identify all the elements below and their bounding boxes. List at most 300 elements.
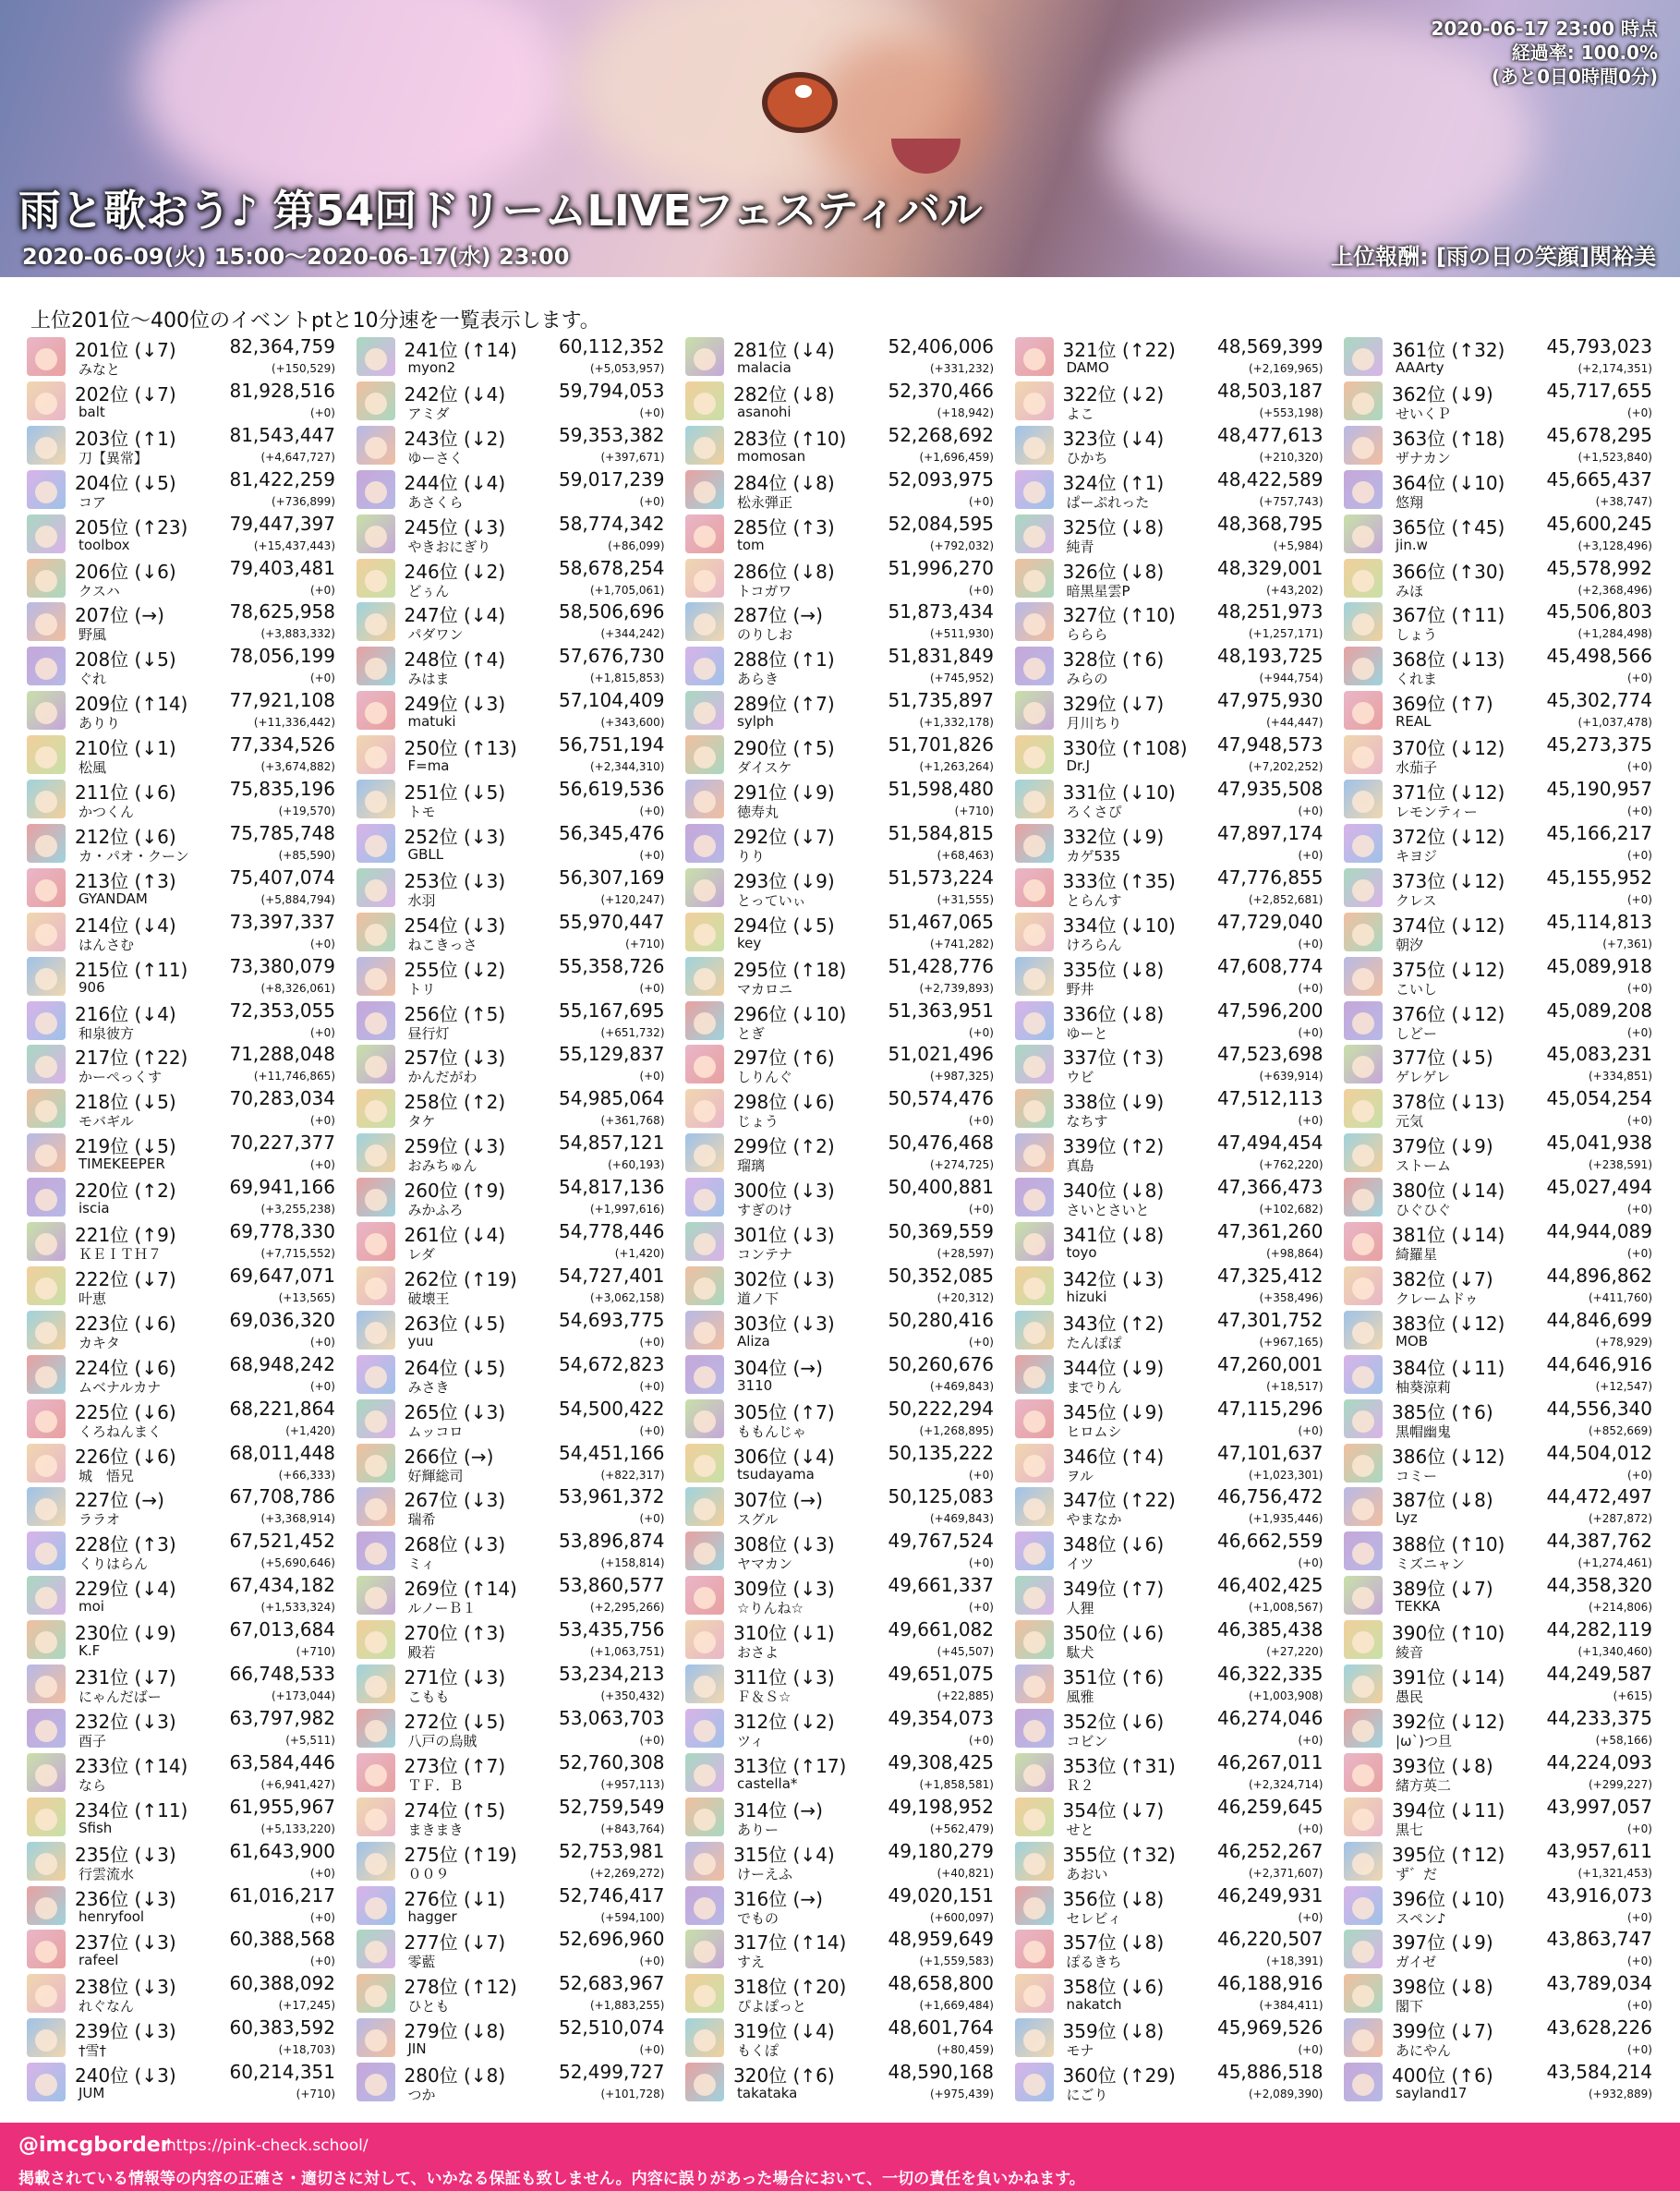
idol-avatar (27, 1886, 66, 1925)
idol-avatar (27, 1001, 66, 1040)
event-points: 47,948,573 (1216, 733, 1323, 757)
idol-avatar (1015, 780, 1054, 818)
producer-name: みらの (1066, 671, 1108, 688)
producer-name: ひぐひぐ (1396, 1202, 1452, 1219)
event-points: 48,601,764 (888, 2016, 994, 2040)
idol-avatar (1015, 647, 1054, 685)
rank-label: 389位 (↓7) (1392, 1578, 1493, 1601)
producer-name: せと (1066, 1821, 1094, 1838)
event-points: 63,584,446 (229, 1750, 335, 1773)
producer-name: sylph (737, 713, 774, 731)
idol-avatar (357, 1709, 395, 1748)
event-points: 44,556,340 (1546, 1397, 1652, 1420)
idol-avatar (1344, 691, 1383, 730)
producer-name: までりん (1066, 1378, 1122, 1396)
event-points: 60,383,592 (229, 2016, 335, 2040)
idol-avatar (27, 1178, 66, 1217)
rank-label: 366位 (↑30) (1392, 560, 1505, 583)
idol-avatar (1344, 824, 1383, 863)
ranking-entry (21, 688, 335, 732)
event-points: 48,193,725 (1216, 645, 1323, 668)
event-points: 47,729,040 (1216, 910, 1323, 933)
event-points: 48,590,168 (888, 2061, 994, 2084)
producer-name: ももんじゃ (737, 1422, 807, 1440)
ranking-entry (1009, 1617, 1323, 1662)
producer-name: 道ノ下 (737, 1289, 780, 1307)
rank-label: 208位 (↓5) (75, 648, 176, 672)
idol-avatar (685, 1531, 724, 1570)
ranking-entry (680, 1839, 994, 1883)
idol-avatar (27, 868, 66, 907)
ranking-entry (1338, 379, 1652, 423)
ranking-entry (351, 1706, 665, 1750)
rank-label: 266位 (→) (404, 1445, 494, 1468)
ten-minute-delta: (+334,851) (1588, 1070, 1652, 1083)
ten-minute-delta: (+238,591) (1588, 1158, 1652, 1172)
event-points: 44,504,012 (1546, 1441, 1652, 1464)
ranking-entry (680, 999, 994, 1043)
idol-avatar (1015, 337, 1054, 376)
idol-avatar (357, 2063, 395, 2101)
idol-avatar (1015, 1045, 1054, 1083)
ten-minute-delta: (+0) (1298, 1910, 1323, 1924)
ranking-entry (1338, 1397, 1652, 1441)
idol-avatar (357, 824, 395, 863)
rank-label: 357位 (↓8) (1062, 1931, 1165, 1955)
idol-avatar (27, 1266, 66, 1305)
producer-name: 純青 (1066, 538, 1094, 555)
ten-minute-delta: (+1,883,255) (590, 1999, 665, 2013)
event-points: 69,036,320 (229, 1308, 335, 1331)
producer-name: Lyz (1396, 1509, 1418, 1527)
event-points: 50,400,881 (888, 1176, 994, 1199)
producer-name: ザナカン (1396, 449, 1451, 466)
ranking-entry (1009, 423, 1323, 467)
ranking-entry (1009, 821, 1323, 866)
ten-minute-delta: (+0) (309, 1114, 335, 1128)
idol-avatar (1344, 735, 1383, 774)
rank-label: 305位 (↑7) (733, 1400, 835, 1423)
idol-avatar (1344, 868, 1383, 907)
ten-minute-delta: (+1,420) (614, 1247, 665, 1260)
producer-name: ひかち (1066, 449, 1108, 466)
producer-name: †雪† (79, 2042, 107, 2060)
rank-label: 324位 (↑1) (1062, 471, 1165, 494)
rank-label: 269位 (↑14) (404, 1578, 517, 1601)
rank-label: 260位 (↑9) (404, 1180, 506, 1203)
idol-avatar (1344, 1930, 1383, 1968)
ten-minute-delta: (+944,754) (1259, 672, 1323, 685)
idol-avatar (27, 514, 66, 553)
ten-minute-delta: (+2,739,893) (919, 981, 994, 995)
event-points: 45,717,655 (1546, 379, 1652, 402)
ten-minute-delta: (+1,003,908) (1249, 1689, 1323, 1702)
ten-minute-delta: (+3,368,914) (260, 1512, 335, 1526)
event-points: 44,646,916 (1546, 1352, 1652, 1375)
ten-minute-delta: (+792,032) (929, 539, 994, 552)
ranking-entry (680, 1971, 994, 2015)
idol-avatar (1344, 1974, 1383, 2013)
ten-minute-delta: (+210,320) (1259, 450, 1323, 464)
ranking-entry (1009, 334, 1323, 379)
rank-label: 275位 (↑19) (404, 1843, 517, 1866)
producer-name: JUM (79, 2085, 105, 2102)
idol-avatar (685, 1576, 724, 1615)
rank-label: 395位 (↑12) (1392, 1843, 1505, 1866)
event-points: 44,233,375 (1546, 1706, 1652, 1729)
rank-label: 394位 (↓11) (1392, 1798, 1505, 1822)
event-points: 47,115,296 (1216, 1397, 1323, 1420)
ranking-entry (1338, 1042, 1652, 1086)
idol-avatar (357, 1001, 395, 1040)
event-points: 46,402,425 (1216, 1574, 1323, 1597)
idol-avatar (27, 1355, 66, 1394)
rank-label: 259位 (↓3) (404, 1135, 506, 1158)
event-points: 48,569,399 (1216, 335, 1323, 357)
idol-avatar (1344, 559, 1383, 598)
banner-art-hair (813, 37, 997, 194)
producer-name: おみちゅん (407, 1157, 477, 1175)
producer-name: 朝汐 (1396, 936, 1424, 953)
idol-avatar (1015, 514, 1054, 553)
event-points: 49,661,082 (888, 1618, 994, 1641)
producer-name: malacia (737, 359, 792, 376)
ranking-entry (21, 1484, 335, 1529)
ten-minute-delta: (+0) (639, 1512, 665, 1526)
ten-minute-delta: (+31,555) (937, 892, 994, 906)
idol-avatar (27, 913, 66, 951)
ranking-entry (680, 1308, 994, 1352)
event-points: 46,322,335 (1216, 1663, 1323, 1685)
rank-label: 298位 (↓6) (733, 1091, 835, 1114)
ten-minute-delta: (+6,941,427) (260, 1777, 335, 1791)
producer-name: ららら (1066, 626, 1108, 644)
idol-avatar (1015, 735, 1054, 774)
event-points: 54,778,446 (558, 1220, 665, 1242)
ranking-entry (351, 644, 665, 688)
producer-name: りり (737, 847, 766, 865)
ranking-entry (1338, 556, 1652, 600)
ranking-entry (680, 467, 994, 512)
ranking-entry (1009, 1131, 1323, 1175)
ten-minute-delta: (+843,764) (600, 1822, 665, 1835)
rank-label: 280位 (↓8) (404, 2064, 506, 2088)
ranking-entry (680, 1441, 994, 1485)
ten-minute-delta: (+0) (1298, 805, 1323, 817)
producer-name: 悠翔 (1396, 493, 1424, 511)
ten-minute-delta: (+5,053,957) (590, 362, 665, 375)
producer-name: TIMEKEEPER (79, 1156, 165, 1173)
rank-label: 321位 (↑22) (1062, 339, 1176, 361)
ranking-entry (21, 1441, 335, 1485)
ranking-entry (1338, 1927, 1652, 1971)
ranking-entry (1338, 821, 1652, 866)
event-points: 48,368,795 (1216, 512, 1323, 535)
ten-minute-delta: (+0) (639, 494, 665, 508)
event-points: 49,767,524 (888, 1530, 994, 1553)
producer-name: sayland17 (1396, 2085, 1468, 2102)
event-points: 51,831,849 (888, 645, 994, 668)
ten-minute-delta: (+741,282) (929, 937, 994, 950)
idol-avatar (357, 426, 395, 465)
ten-minute-delta: (+150,529) (271, 362, 335, 375)
producer-name: こいし (1396, 980, 1438, 998)
ten-minute-delta: (+0) (1298, 2043, 1323, 2057)
twitter-handle-link[interactable]: @imcgborder (18, 2134, 171, 2157)
event-points: 58,774,342 (558, 512, 665, 535)
ten-minute-delta: (+1,559,583) (919, 1955, 994, 1968)
rank-label: 233位 (↑14) (75, 1754, 188, 1777)
idol-avatar (685, 1930, 724, 1968)
ranking-entry (21, 1175, 335, 1219)
ten-minute-delta: (+0) (1298, 1556, 1323, 1570)
idol-avatar (1015, 1620, 1054, 1659)
ranking-entry (21, 1795, 335, 1839)
idol-avatar (685, 868, 724, 907)
event-points: 56,345,476 (558, 821, 665, 844)
idol-avatar (27, 470, 66, 509)
event-points: 45,190,957 (1546, 778, 1652, 800)
ten-minute-delta: (+1,533,324) (260, 1601, 335, 1615)
ten-minute-delta: (+18,942) (937, 406, 994, 419)
ranking-entry (1009, 1441, 1323, 1485)
producer-name: momosan (737, 447, 806, 465)
producer-name: アミダ (407, 405, 450, 422)
rank-label: 317位 (↑14) (733, 1931, 847, 1955)
ranking-entry (351, 1573, 665, 1617)
ranking-entry (1338, 1795, 1652, 1839)
producer-name: くろねんまく (79, 1422, 163, 1440)
rank-label: 284位 (↓8) (733, 471, 835, 494)
idol-avatar (27, 1444, 66, 1483)
ten-minute-delta: (+0) (1626, 1822, 1652, 1835)
idol-avatar (685, 1842, 724, 1881)
idol-avatar (27, 1753, 66, 1792)
producer-name: tsudayama (737, 1465, 815, 1483)
producer-name: おさよ (737, 1644, 780, 1662)
producer-name: ゲレゲレ (1396, 1069, 1451, 1086)
ranking-entry (1338, 1484, 1652, 1529)
rank-label: 217位 (↑22) (75, 1047, 188, 1070)
ranking-entry (351, 467, 665, 512)
ranking-entry (1338, 1175, 1652, 1219)
rank-label: 253位 (↓3) (404, 869, 506, 892)
idol-avatar (1344, 957, 1383, 996)
producer-name: Ｒ２ (1066, 1776, 1094, 1794)
idol-avatar (357, 1266, 395, 1305)
ranking-entry (351, 1971, 665, 2015)
ranking-entry (1338, 1839, 1652, 1883)
idol-avatar (1344, 1001, 1383, 1040)
ranking-entry (680, 1529, 994, 1573)
site-url-link[interactable]: https://pink-check.school/ (166, 2137, 369, 2155)
ranking-column (21, 334, 350, 2104)
rank-label: 224位 (↓6) (75, 1356, 176, 1379)
event-points: 56,619,536 (558, 778, 665, 800)
idol-avatar (357, 1399, 395, 1438)
idol-avatar (1015, 1089, 1054, 1128)
producer-name: でもの (737, 1909, 780, 1927)
ten-minute-delta: (+1,997,616) (590, 1203, 665, 1217)
event-points: 57,104,409 (558, 689, 665, 712)
ten-minute-delta: (+80,459) (937, 2043, 994, 2057)
producer-name: コア (79, 493, 107, 511)
ranking-entry (680, 954, 994, 999)
idol-avatar (357, 1089, 395, 1128)
ten-minute-delta: (+0) (1626, 1468, 1652, 1482)
progress-rate: 経過率: 100.0% (1511, 42, 1658, 64)
ranking-entry (680, 1086, 994, 1131)
idol-avatar (685, 2063, 724, 2101)
event-points: 68,221,864 (229, 1397, 335, 1420)
rank-label: 323位 (↓4) (1062, 427, 1165, 450)
event-points: 44,224,093 (1546, 1750, 1652, 1773)
idol-avatar (1015, 1487, 1054, 1526)
ten-minute-delta: (+1,935,446) (1249, 1512, 1323, 1526)
rank-label: 235位 (↓3) (75, 1843, 176, 1866)
event-points: 51,573,224 (888, 866, 994, 889)
event-points: 60,112,352 (558, 335, 665, 357)
event-points: 45,600,245 (1546, 512, 1652, 535)
rank-label: 312位 (↓2) (733, 1710, 835, 1733)
ten-minute-delta: (+0) (309, 1379, 335, 1393)
idol-avatar (685, 1399, 724, 1438)
event-points: 51,363,951 (888, 999, 994, 1022)
rank-label: 201位 (↓7) (75, 339, 176, 361)
event-points: 52,406,006 (888, 335, 994, 357)
rank-label: 267位 (↓3) (404, 1489, 506, 1512)
event-points: 45,506,803 (1546, 600, 1652, 623)
ten-minute-delta: (+274,725) (929, 1158, 994, 1172)
rank-label: 205位 (↑23) (75, 515, 188, 539)
producer-name: コンテナ (737, 1246, 793, 1263)
idol-avatar (1015, 1266, 1054, 1305)
rank-label: 264位 (↓5) (404, 1356, 506, 1379)
ten-minute-delta: (+5,690,646) (260, 1556, 335, 1570)
ranking-entry (1338, 1086, 1652, 1131)
idol-avatar (27, 1399, 66, 1438)
idol-avatar (1015, 2063, 1054, 2101)
ten-minute-delta: (+594,100) (600, 1910, 665, 1924)
idol-avatar (27, 602, 66, 641)
ranking-entry (21, 1397, 335, 1441)
event-points: 50,280,416 (888, 1308, 994, 1331)
rank-label: 339位 (↑2) (1062, 1135, 1165, 1158)
ranking-entry (351, 1042, 665, 1086)
ten-minute-delta: (+60,193) (608, 1158, 665, 1172)
idol-avatar (27, 1531, 66, 1570)
ten-minute-delta: (+0) (968, 583, 994, 597)
ranking-entry (1009, 1042, 1323, 1086)
ranking-entry (1338, 1131, 1652, 1175)
rank-label: 286位 (↓8) (733, 560, 835, 583)
rank-label: 242位 (↓4) (404, 382, 506, 406)
producer-name: トリ (407, 980, 436, 998)
idol-avatar (685, 337, 724, 376)
producer-name: K.F (79, 1642, 101, 1660)
idol-avatar (1344, 913, 1383, 951)
rank-label: 203位 (↑1) (75, 427, 176, 450)
idol-avatar (27, 1798, 66, 1836)
event-points: 52,746,417 (558, 1883, 665, 1907)
rank-label: 344位 (↓9) (1062, 1356, 1165, 1379)
producer-name: ヤマカン (737, 1555, 793, 1573)
event-points: 67,434,182 (229, 1574, 335, 1597)
ten-minute-delta: (+350,432) (600, 1689, 665, 1702)
ranking-entry (1338, 512, 1652, 556)
event-points: 47,361,260 (1216, 1220, 1323, 1242)
rank-label: 314位 (→) (733, 1798, 823, 1822)
rank-label: 252位 (↓3) (404, 825, 506, 848)
event-points: 53,234,213 (558, 1663, 665, 1685)
rank-label: 388位 (↑10) (1392, 1533, 1505, 1556)
event-points: 46,188,916 (1216, 1972, 1323, 1995)
idol-avatar (1015, 381, 1054, 420)
ranking-entry (351, 1264, 665, 1308)
ranking-entry (21, 379, 335, 423)
idol-avatar (685, 1266, 724, 1305)
idol-avatar (685, 514, 724, 553)
event-points: 75,785,748 (229, 821, 335, 844)
rank-label: 219位 (↓5) (75, 1135, 176, 1158)
ten-minute-delta: (+1,257,171) (1249, 627, 1323, 641)
rank-label: 313位 (↑17) (733, 1754, 847, 1777)
producer-name: ララオ (79, 1511, 121, 1529)
event-points: 68,948,242 (229, 1352, 335, 1375)
ten-minute-delta: (+0) (639, 1335, 665, 1349)
ten-minute-delta: (+2,269,272) (590, 1866, 665, 1880)
producer-name: ガイゼ (1396, 1954, 1437, 1971)
ten-minute-delta: (+173,044) (271, 1689, 335, 1702)
rank-label: 311位 (↓3) (733, 1666, 835, 1689)
producer-name: かつくん (79, 804, 135, 820)
idol-avatar (27, 647, 66, 685)
event-period: 2020-06-09(火) 15:00～2020-06-17(水) 23:00 (22, 244, 570, 270)
ranking-entry (680, 1617, 994, 1662)
producer-name: AAArty (1396, 359, 1444, 376)
event-points: 49,354,073 (888, 1706, 994, 1729)
idol-avatar (357, 1444, 395, 1483)
event-points: 51,467,065 (888, 910, 994, 933)
producer-name: GBLL (407, 845, 444, 863)
ten-minute-delta: (+987,325) (929, 1070, 994, 1083)
producer-name: みはま (407, 671, 450, 688)
ten-minute-delta: (+1,858,581) (919, 1777, 994, 1791)
event-points: 57,676,730 (558, 645, 665, 668)
ranking-entry (351, 379, 665, 423)
producer-name: こもも (407, 1689, 450, 1705)
rank-label: 241位 (↑14) (404, 339, 517, 361)
idol-avatar (27, 735, 66, 774)
ten-minute-delta: (+957,113) (600, 1777, 665, 1791)
event-points: 46,259,645 (1216, 1795, 1323, 1818)
ranking-entry (680, 1042, 994, 1086)
idol-avatar (1344, 602, 1383, 641)
ranking-entry (1338, 467, 1652, 512)
producer-name: toolbox (79, 536, 130, 553)
ten-minute-delta: (+0) (1626, 406, 1652, 419)
ranking-entry (680, 1795, 994, 1839)
rank-label: 244位 (↓4) (404, 471, 506, 494)
rank-label: 345位 (↓9) (1062, 1400, 1165, 1423)
event-points: 54,672,823 (558, 1352, 665, 1375)
producer-name: ツィ (737, 1732, 765, 1749)
rank-label: 218位 (↓5) (75, 1091, 176, 1114)
idol-avatar (27, 1222, 66, 1261)
event-points: 81,543,447 (229, 423, 335, 446)
producer-name: 風雅 (1066, 1689, 1094, 1705)
rank-label: 306位 (↓4) (733, 1445, 835, 1468)
